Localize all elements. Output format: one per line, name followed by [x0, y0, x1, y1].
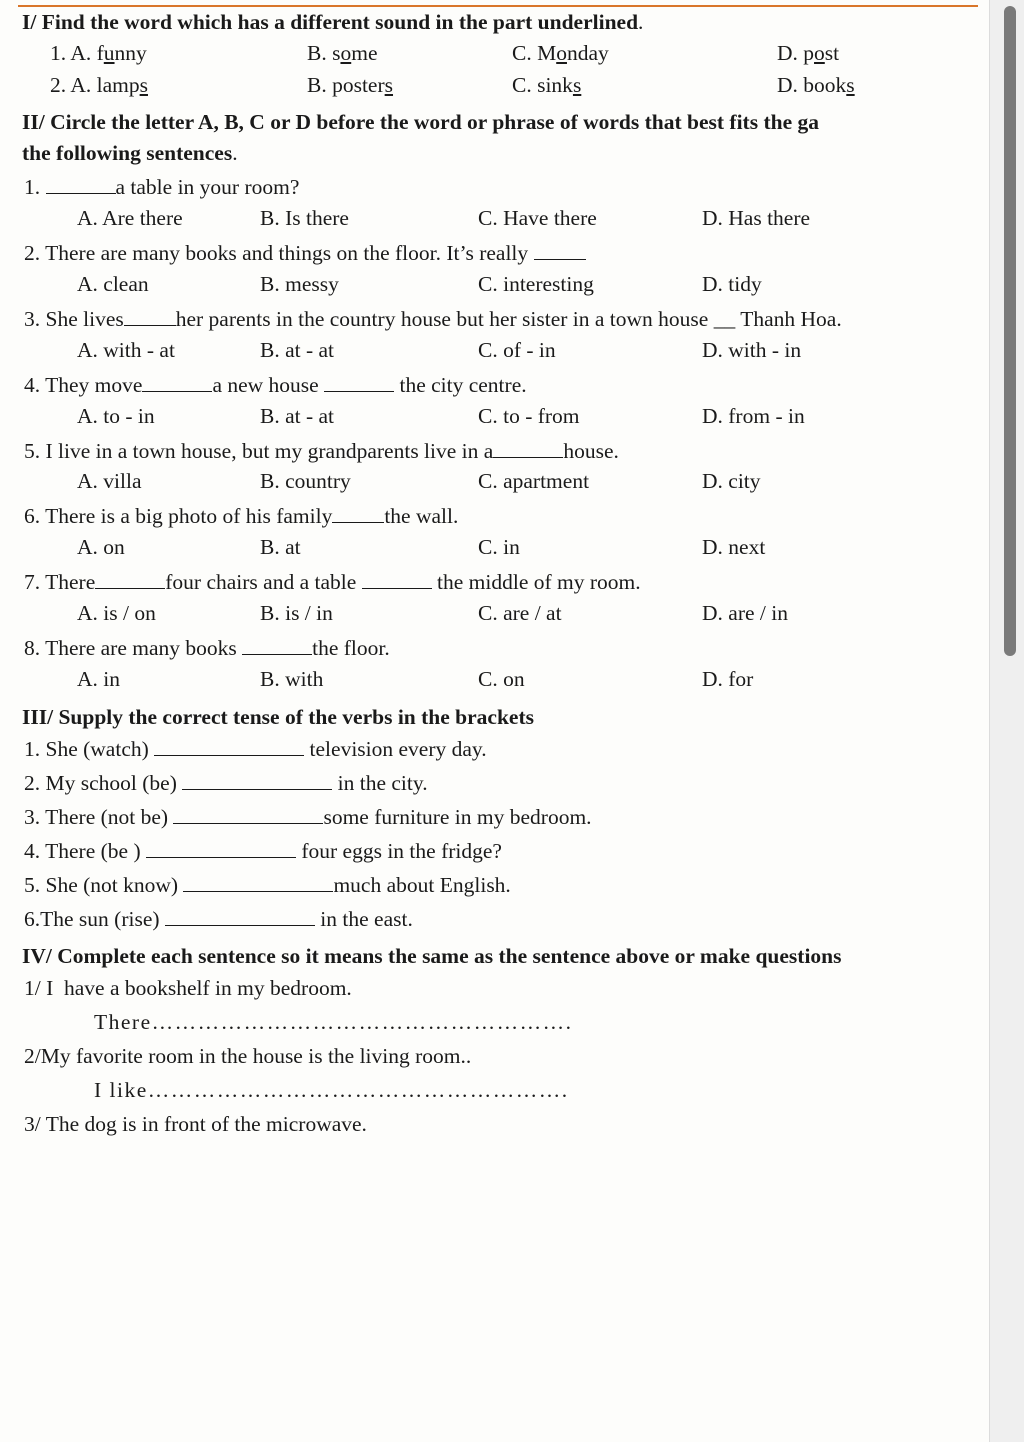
section-2-heading-line2-tail: .: [232, 140, 238, 165]
option-pre: M: [537, 41, 557, 66]
item-text-after: much about English.: [333, 873, 511, 898]
option-d[interactable]: [777, 40, 977, 68]
option-underlined: s: [846, 73, 855, 98]
answer-blank[interactable]: [182, 789, 332, 790]
item-text-before: 4. There (be ): [24, 839, 146, 864]
option-b[interactable]: B. at - at: [260, 337, 335, 362]
option-pre: s: [332, 41, 341, 66]
option-a[interactable]: [22, 40, 307, 68]
item-text-before: 3. There (not be): [24, 805, 174, 830]
section-2-question-6: [22, 498, 988, 532]
option-d[interactable]: [777, 72, 977, 100]
answer-blank[interactable]: [146, 857, 296, 858]
section-2-question-7: [22, 564, 988, 598]
answer-blank[interactable]: [183, 891, 333, 892]
section-1-question-1: [22, 38, 988, 70]
option-b[interactable]: B. at - at: [260, 403, 335, 428]
section-3-item-5: [22, 867, 988, 901]
section-2-question-2: [22, 235, 988, 269]
section-4-prompt-3: 3/ The dog is in front of the microwave.: [24, 1112, 367, 1137]
option-label: D.: [777, 73, 798, 98]
option-underlined: s: [572, 73, 582, 98]
section-3-item-1: [22, 731, 988, 765]
option-label: B.: [307, 73, 327, 98]
question-text-after: a table in your room?: [115, 175, 300, 199]
item-text-after: some furniture in my bedroom.: [323, 805, 592, 830]
option-a[interactable]: A. in: [77, 667, 120, 692]
question-text-after: the floor.: [312, 636, 390, 661]
option-b[interactable]: [307, 40, 512, 68]
option-label: C.: [512, 41, 532, 66]
option-a[interactable]: A. to - in: [77, 403, 155, 428]
option-underlined: u: [103, 41, 115, 66]
option-label: B.: [307, 41, 327, 66]
question-text-before: 6. There is a big photo of his family: [24, 504, 333, 529]
option-label: A.: [70, 41, 92, 66]
option-b[interactable]: B. with: [260, 667, 324, 692]
option-post: st: [824, 41, 840, 66]
option-c[interactable]: C. apartment: [478, 469, 590, 494]
option-a[interactable]: A. clean: [77, 271, 149, 296]
option-c[interactable]: C. are / at: [478, 601, 562, 626]
question-text-after: her parents in the country house but her sister in a town house __ Thanh Hoa.: [175, 306, 842, 331]
option-b[interactable]: [307, 72, 512, 100]
section-2-question-1: [22, 169, 988, 203]
section-2-question-3: [22, 301, 988, 335]
answer-blank[interactable]: [324, 391, 394, 392]
option-post: nday: [566, 41, 609, 66]
option-d[interactable]: D. next: [702, 535, 766, 560]
option-d[interactable]: D. Has there: [702, 205, 811, 230]
item-text-after: four eggs in the fridge?: [301, 839, 502, 864]
item-text-before: 2. My school (be): [24, 771, 183, 796]
section-2-options-2: [22, 269, 988, 301]
option-a[interactable]: A. on: [77, 535, 125, 560]
item-text-after: in the city.: [337, 771, 428, 796]
section-1-question-2: [22, 70, 988, 102]
option-d[interactable]: D. from - in: [702, 403, 805, 428]
section-4-answer-1[interactable]: There……………………………………………….: [94, 1010, 573, 1035]
option-pre: sink: [537, 73, 573, 98]
section-2-options-3: [22, 335, 988, 367]
question-text-after: the middle of my room.: [431, 570, 641, 595]
option-b[interactable]: B. Is there: [260, 205, 349, 230]
item-text-before: 6.The sun (rise): [24, 907, 165, 932]
option-b[interactable]: B. messy: [260, 271, 339, 296]
answer-blank[interactable]: [173, 823, 323, 824]
option-c[interactable]: [512, 40, 777, 68]
answer-blank[interactable]: [46, 193, 116, 194]
option-pre: book: [803, 73, 847, 98]
option-label: C.: [512, 73, 532, 98]
section-1-heading-text: I/ Find the word which has a different sound in the part underlined: [22, 10, 639, 34]
section-2-heading-line2-text: the following sentences: [22, 140, 233, 165]
option-underlined: o: [340, 41, 352, 66]
option-b[interactable]: B. is / in: [260, 601, 333, 626]
section-2-options-4: [22, 401, 988, 433]
question-text-mid: a new house: [212, 372, 325, 397]
option-label: A.: [70, 73, 92, 98]
section-2-heading-line2: [22, 139, 988, 167]
section-2-options-5: [22, 466, 988, 498]
option-post: me: [351, 41, 378, 66]
question-number: 1.: [50, 41, 67, 66]
answer-blank[interactable]: [142, 391, 212, 392]
section-2-options-7: [22, 598, 988, 630]
answer-blank[interactable]: [362, 588, 432, 589]
section-3-heading: III/ Supply the correct tense of the verbs in the brackets: [22, 705, 534, 729]
question-text-before: 4. They move: [24, 372, 143, 397]
option-underlined: o: [556, 41, 567, 66]
option-a[interactable]: A. Are there: [77, 205, 183, 230]
top-rule: [18, 5, 978, 7]
section-1-heading: [22, 8, 988, 36]
section-4-prompt-1: 1/ I have a bookshelf in my bedroom.: [24, 976, 352, 1001]
question-text-after: house.: [563, 438, 619, 463]
option-label: D.: [777, 41, 798, 66]
answer-blank[interactable]: [332, 522, 384, 523]
option-c[interactable]: C. of - in: [478, 337, 556, 362]
section-2-options-6: [22, 532, 988, 564]
question-text-before: 7. There: [24, 570, 96, 595]
section-2-options-1: [22, 203, 988, 235]
section-2-heading-line1: II/ Circle the letter A, B, C or D before the word or phrase of words that best fits the ga: [22, 110, 819, 135]
item-text-after: television every day.: [309, 737, 487, 762]
option-pre: f: [96, 41, 104, 66]
question-number: 2.: [50, 73, 67, 98]
item-text-before: 5. She (not know): [24, 873, 184, 898]
option-pre: lamp: [96, 73, 140, 98]
section-4-heading: IV/ Complete each sentence so it means the same as the sentence above or make questions: [22, 944, 842, 968]
option-d[interactable]: D. city: [702, 469, 761, 494]
option-a[interactable]: A. is / on: [77, 601, 156, 626]
answer-blank[interactable]: [242, 654, 312, 655]
option-post: nny: [114, 41, 147, 66]
question-text-after: the city centre.: [394, 372, 527, 397]
option-b[interactable]: B. country: [260, 469, 351, 494]
question-text-after: the wall.: [384, 504, 459, 529]
option-c[interactable]: C. interesting: [478, 271, 594, 296]
question-text-mid: four chairs and a table: [165, 570, 362, 595]
option-underlined: s: [384, 73, 394, 98]
section-4-prompt-2: 2/My favorite room in the house is the living room..: [24, 1044, 472, 1069]
option-d[interactable]: D. are / in: [702, 601, 788, 626]
section-3-item-6: [22, 901, 988, 935]
option-b[interactable]: B. at: [260, 535, 301, 560]
section-2-options-8: [22, 664, 988, 696]
answer-blank[interactable]: [165, 925, 315, 926]
section-3-item-3: [22, 799, 988, 833]
section-2-question-4: [22, 367, 988, 401]
question-text-before: 3. She lives: [24, 306, 124, 331]
option-a[interactable]: [22, 72, 307, 100]
option-c[interactable]: C. in: [478, 535, 520, 560]
option-pre: poster: [332, 73, 385, 98]
option-d[interactable]: D. for: [702, 667, 754, 692]
option-c[interactable]: C. on: [478, 667, 525, 692]
answer-blank[interactable]: [534, 259, 586, 260]
answer-blank[interactable]: [95, 588, 165, 589]
option-a[interactable]: A. with - at: [77, 337, 175, 362]
section-3-item-2: [22, 765, 988, 799]
item-text-before: 1. She (watch): [24, 737, 155, 762]
option-underlined: s: [139, 73, 148, 98]
option-d[interactable]: D. tidy: [702, 271, 762, 296]
option-pre: p: [803, 41, 815, 66]
section-4-answer-2[interactable]: I like……………………………………………….: [94, 1078, 569, 1103]
item-text-after: in the east.: [320, 907, 413, 932]
question-text-before: 2. There are many books and things on the floor. It’s really: [24, 240, 534, 265]
option-c[interactable]: C. Have there: [478, 205, 597, 230]
question-text-before: 1.: [24, 175, 46, 199]
vertical-scrollbar[interactable]: [989, 0, 1024, 1442]
section-3-item-4: [22, 833, 988, 867]
scrollbar-thumb[interactable]: [1004, 6, 1016, 656]
option-c[interactable]: [512, 72, 777, 100]
section-2-question-8: [22, 630, 988, 664]
section-1-heading-tail: .: [638, 10, 644, 34]
question-text-before: 8. There are many books: [24, 636, 243, 661]
option-c[interactable]: C. to - from: [478, 403, 580, 428]
section-2-question-5: [22, 433, 988, 467]
option-a[interactable]: A. villa: [77, 469, 142, 494]
option-d[interactable]: D. with - in: [702, 337, 802, 362]
option-underlined: o: [814, 41, 825, 66]
answer-blank[interactable]: [154, 755, 304, 756]
answer-blank[interactable]: [493, 457, 563, 458]
question-text-before: 5. I live in a town house, but my grandparents live in a: [24, 438, 494, 463]
answer-blank[interactable]: [124, 325, 176, 326]
